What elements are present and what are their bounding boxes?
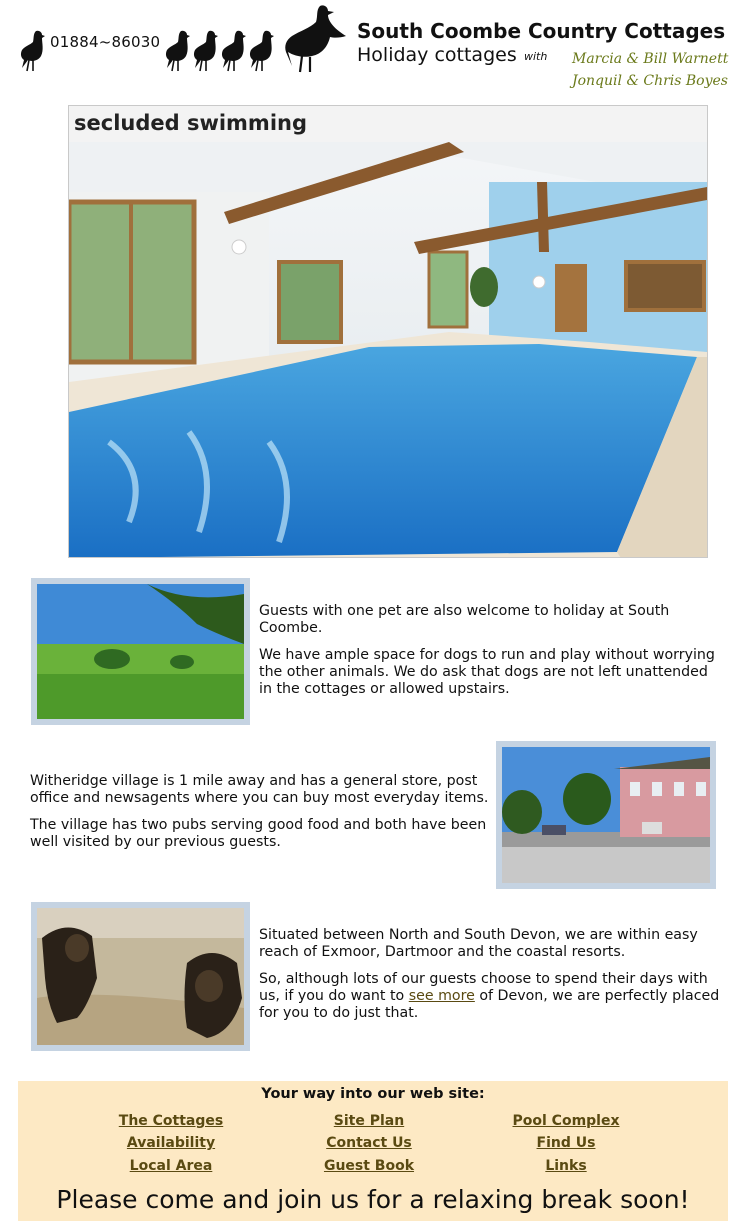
- footer-message: Please come and join us for a relaxing break soon!: [56, 1185, 690, 1214]
- pool-photo: [69, 142, 707, 558]
- hero-panel: [68, 105, 708, 558]
- nav-link-site-plan[interactable]: Site Plan: [333, 1113, 405, 1129]
- paragraph: [259, 971, 724, 1022]
- paragraph-text: So, although lots of our guests choose to spend their days with us, if you do want to: [259, 971, 708, 1004]
- duck-silhouette-icon: [247, 28, 275, 72]
- site-title: South Coombe Country Cottages: [357, 19, 726, 43]
- field-photo: [37, 584, 244, 719]
- nav-link-links[interactable]: Links: [545, 1158, 587, 1174]
- duck-silhouette-icon: [191, 28, 219, 72]
- duck-silhouette-icon: [219, 28, 247, 72]
- nav-link-pool-complex[interactable]: Pool Complex: [512, 1113, 620, 1129]
- paragraph: We have ample space for dogs to run and play without worrying the other animals. We do ask that dogs are not left unattended in the cottages or allowed upstairs.: [259, 647, 715, 697]
- nav-link-guest-book[interactable]: Guest Book: [323, 1158, 415, 1174]
- nav-link-availability[interactable]: Availability: [126, 1135, 216, 1151]
- paragraph-text: of Devon, we are perfectly placed for you to do just that.: [259, 988, 720, 1021]
- photo-frame: [31, 902, 250, 1051]
- nav-link-local-area[interactable]: Local Area: [129, 1158, 213, 1174]
- section-text: [259, 927, 724, 1032]
- site-navigation: [18, 1081, 728, 1221]
- nav-link-the-cottages[interactable]: The Cottages: [118, 1113, 224, 1129]
- with-label: with: [524, 50, 548, 63]
- phone-number: 01884~86030: [50, 33, 161, 51]
- paragraph: Witheridge village is 1 mile away and has a general store, post office and newsagents where you can buy most everyday items.: [30, 773, 489, 806]
- nav-link-find-us[interactable]: Find Us: [536, 1135, 596, 1151]
- nav-link-contact-us[interactable]: Contact Us: [326, 1135, 412, 1151]
- duck-silhouette-icon: [163, 28, 191, 72]
- duck-silhouette-icon: [18, 28, 46, 72]
- exmoor-ponies-photo: [37, 908, 244, 1045]
- paragraph: Situated between North and South Devon, we are within easy reach of Exmoor, Dartmoor and the coastal resorts.: [259, 927, 698, 960]
- owners-signature: [572, 48, 728, 92]
- photo-frame: [31, 578, 250, 725]
- hero-title: secluded swimming: [69, 106, 707, 142]
- owners-line: Marcia & Bill Warnett: [572, 51, 729, 67]
- paragraph: The village has two pubs serving good food and both have been well visited by our previous guests.: [30, 817, 487, 850]
- site-header: [0, 0, 751, 100]
- village-photo: [502, 747, 710, 883]
- photo-frame: [496, 741, 716, 889]
- site-subtitle: Holiday cottages: [357, 44, 517, 66]
- paragraph: Guests with one pet are also welcome to holiday at South Coombe.: [259, 603, 670, 636]
- section-text: [259, 603, 724, 708]
- section-text: [30, 773, 490, 861]
- nav-heading: Your way into our web site:: [261, 1086, 485, 1102]
- duck-silhouette-icon: [284, 4, 350, 74]
- see-more-link[interactable]: see more: [408, 988, 475, 1004]
- owners-line: Jonquil & Chris Boyes: [572, 73, 728, 89]
